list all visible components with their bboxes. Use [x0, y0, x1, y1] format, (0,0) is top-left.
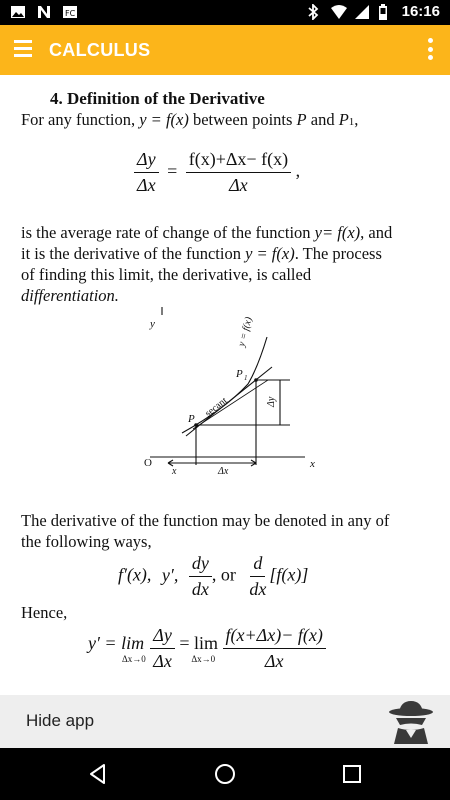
secant-line — [186, 367, 272, 436]
limit-definition-formula: y′ = lim Δx→0 $\frac{\Delta y}{\Delta x}$ = lim Δx→0 $\frac{f(x+\Delta x)- f(x)}{\Delta x}$ — [88, 625, 326, 672]
status-bar — [0, 0, 450, 25]
status-time: 16:16 — [401, 3, 440, 20]
navigation-bar — [0, 748, 450, 800]
p-label: P — [188, 413, 195, 425]
curve — [182, 337, 267, 433]
signal-icon — [354, 4, 370, 20]
battery-icon — [378, 4, 394, 20]
lesson-content[interactable] — [0, 75, 450, 695]
difference-quotient-formula: $\frac{\Delta y}{\Delta x}$ = $\frac{f(x)+\Delta x- f(x)}{\Delta x}$ , — [134, 149, 300, 196]
y-axis-label: y — [150, 318, 155, 330]
home-icon[interactable] — [213, 762, 237, 786]
dy-label: Δy — [266, 396, 277, 407]
bluetooth-icon — [306, 4, 322, 20]
spy-icon[interactable] — [384, 698, 438, 746]
section-heading: 4. Definition of the Derivative — [50, 89, 265, 108]
curve-label: y = f(x) — [236, 315, 255, 348]
hide-app-label: Hide app — [26, 711, 95, 730]
back-icon[interactable] — [86, 762, 110, 786]
dx-label: Δx — [218, 466, 229, 477]
intro-text: For any function, y = f(x) between points P and P1, — [21, 110, 359, 129]
secant-graph — [120, 307, 330, 477]
app-bar — [0, 25, 450, 75]
keyboard-icon — [62, 4, 78, 20]
p1-label: P — [236, 368, 243, 380]
n-icon — [36, 4, 52, 20]
recents-icon[interactable] — [340, 762, 364, 786]
secant-label: secant — [203, 395, 230, 420]
more-vert-icon[interactable] — [426, 38, 434, 64]
derivative-notations: f′(x), y′, $\frac{dy}{dx}$ , or $\frac{d}{dx}$ [f(x)] — [118, 553, 309, 599]
x-tick-label: x — [172, 466, 177, 477]
app-title: CALCULUS — [49, 40, 151, 60]
p1-subscript: 1 — [244, 374, 248, 382]
paragraph-average-rate: is the average rate of change of the function y= f(x), and it is the derivative of the function y = f(x). The process of finding this limit, the derivative, is called differentiation. — [21, 223, 393, 305]
paragraph-notations: The derivative of the function may be denoted in any of the following ways, — [21, 511, 390, 551]
image-icon — [10, 4, 26, 20]
wifi-icon — [330, 4, 346, 20]
hence-label: Hence, — [21, 603, 68, 622]
origin-label: O — [144, 457, 152, 469]
svg-text:FC: FC — [65, 9, 76, 18]
hide-app-banner[interactable] — [0, 695, 450, 748]
menu-icon[interactable] — [14, 40, 36, 60]
x-axis-label: x — [310, 458, 315, 470]
